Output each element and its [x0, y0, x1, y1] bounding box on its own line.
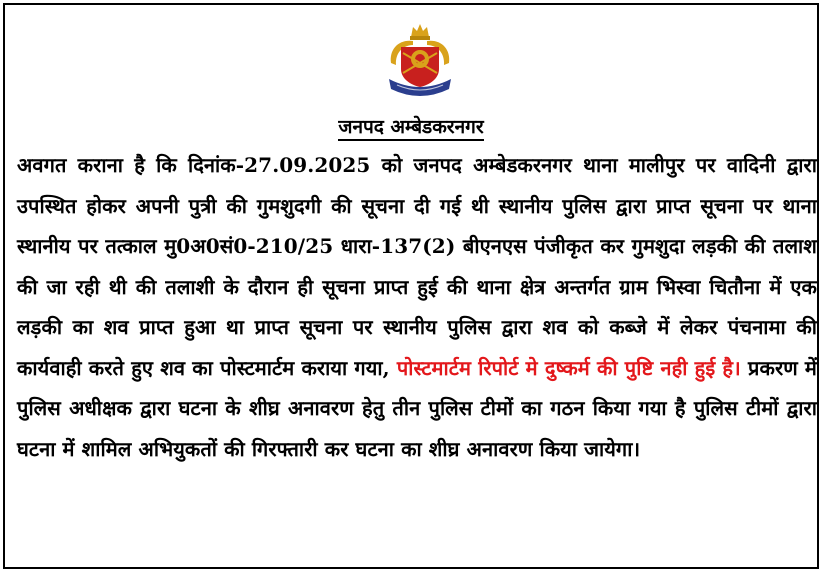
postmortem-highlight: पोस्टमार्टम रिपोर्ट मे दुष्कर्म की पुष्टि नही हुई है। — [396, 355, 741, 380]
district-heading — [5, 113, 817, 139]
up-police-emblem-icon — [383, 19, 457, 99]
district-heading-text: जनपद अम्बेडकरनगर — [338, 116, 483, 141]
paragraph-part-2: प्रकरण में पुलिस अधीक्षक द्वारा घटना के शीघ्र अनावरण हेतु तीन पुलिस टीमों का गठन किया गया है पुलिस टीमों द्वारा घटना में शामिल अभियुकतों की गिरफ्तारी कर घटना का शीघ्र अनावरण किया जायेगा। — [17, 355, 817, 461]
paragraph-part-1: अवगत कराना है कि दिनांक-27.09.2025 को जनपद अम्बेडकरनगर थाना मालीपुर पर वादिनी द्वारा उपस्थित होकर अपनी पुत्री की गुमशुदगी की सूचना दी गई थी स्थानीय पुलिस द्वारा प्राप्त सूचना पर थाना स्थानीय पर तत्काल मु0अ0सं0-210/25 धारा-137(2) बीएनएस पंजीकृत कर गुमशुदा लड़की की तलाश की जा रही थी की तलाशी के दौरान ही सूचना प्राप्त हुई की थाना क्षेत्र अन्तर्गत ग्राम भिस्वा चितौना में एक लड़की का शव प्राप्त हुआ था प्राप्त सूचना पर स्थानीय पुलिस द्वारा शव को कब्जे में लेकर पंचनामा की कार्यवाही करते हुए शव का पोस्टमार्टम कराया गया, — [17, 153, 817, 380]
press-note-paragraph — [17, 145, 817, 469]
document-border — [3, 3, 819, 569]
